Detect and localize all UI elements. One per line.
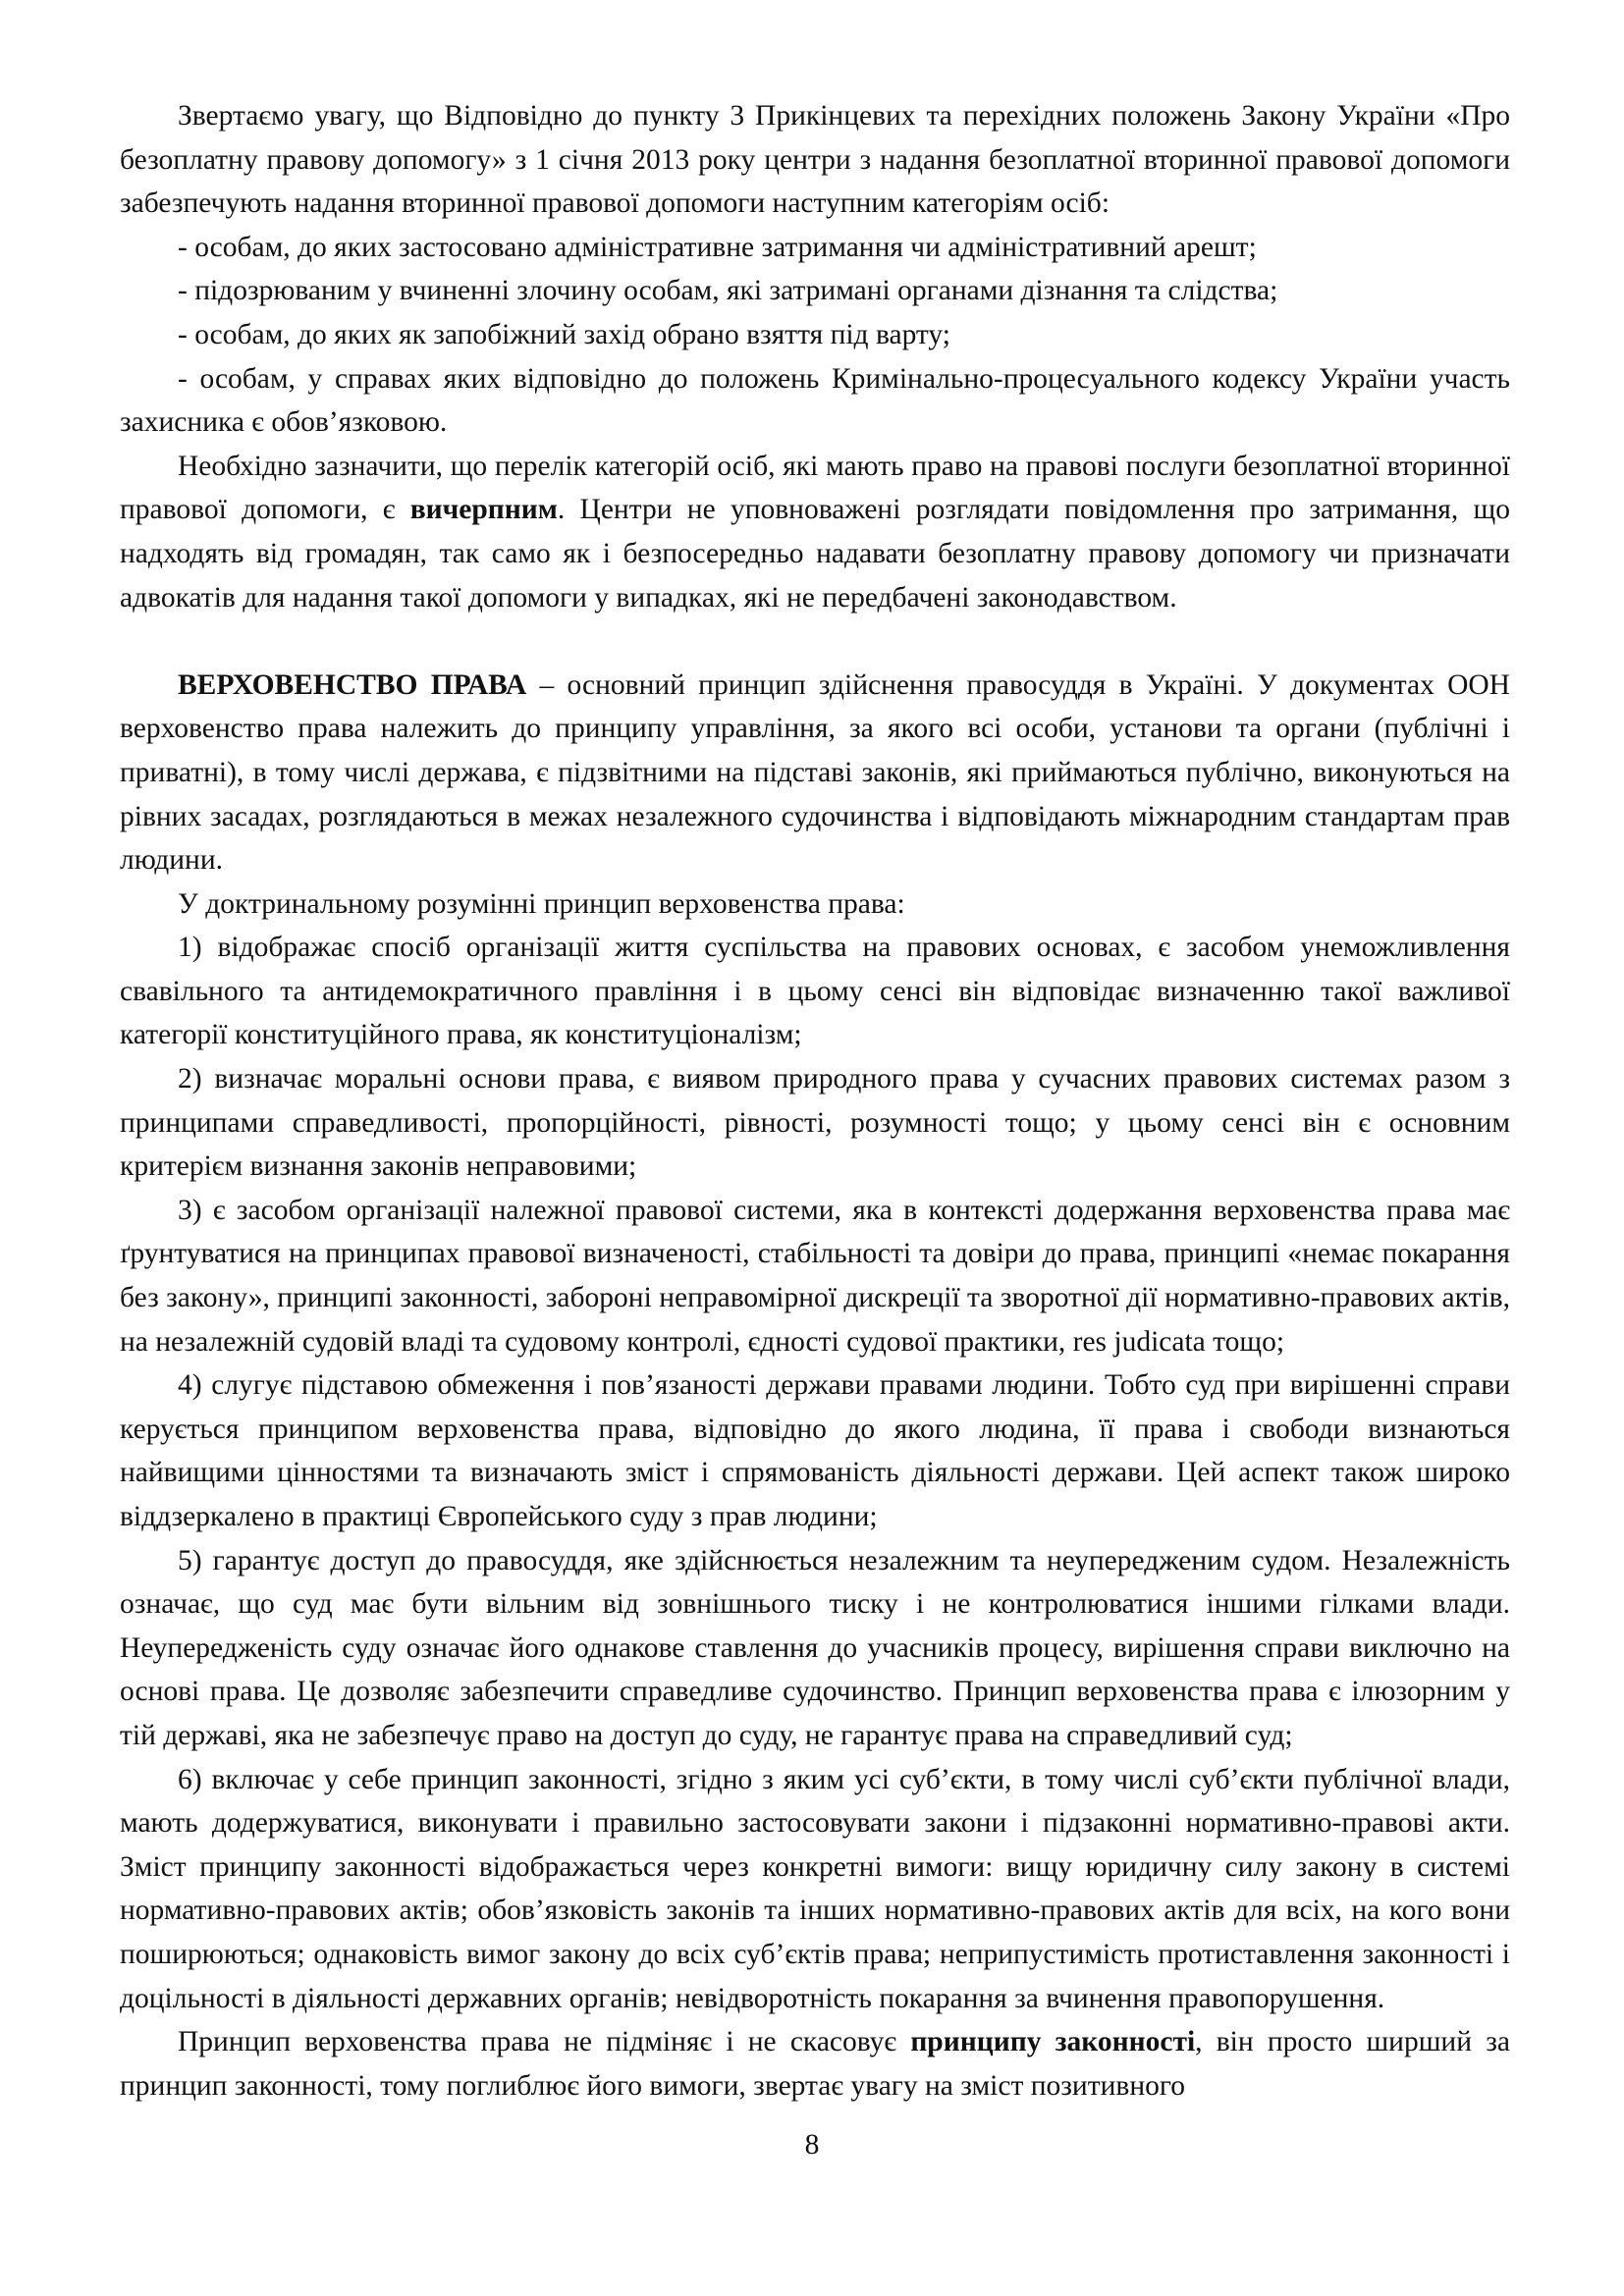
paragraph-spacer — [120, 619, 1510, 664]
body-text: 1) відображає спосіб організації життя суспільства на правових основах, є засобом унеможливлення свавільного та антидемократичного правління і в цьому сенсі він відповідає визначенню такої важливої категорії конституційного права, як конституціоналізм; — [120, 932, 1510, 1051]
body-text: 2) визначає моральні основи права, є виявом природного права у сучасних правових системах разом з принципами справедливості, пропорційності, рівності, розумності тощо; у цьому сенсі він є основним критерієм визнання законів неправовими; — [120, 1063, 1510, 1183]
paragraph — [120, 269, 1510, 313]
body-text: Принцип верховенства права не підміняє і не скасовує — [178, 2026, 911, 2058]
body-text: 6) включає у себе принцип законності, згідно з яким усі суб’єкти, в тому числі суб’єкти публічної влади, мають додержуватися, виконувати і правильно застосовувати закони і підзаконні нормативно-правові акти. Зміст принципу законності відображається через конкретні вимоги: вищу юридичну силу закону в системі нормативно-правових актів; обов’язковість законів та інших нормативно-правових актів для всіх, на кого вони поширюються; однаковість вимог закону до всіх суб’єктів права; неприпустимість протиставлення законності і доцільності в діяльності державних органів; невідворотність покарання за вчинення правопорушення. — [120, 1763, 1510, 2014]
body-text: . Центри не уповноважені розглядати повідомлення про затримання, що надходять від громадян, так само як і безпосередньо надавати безоплатну правову допомогу чи призначати адвокатів для надання такої допомоги у випадках, які не передбачені законодавством. — [120, 494, 1510, 614]
body-text: - підозрюваним у вчиненні злочину особам, які затримані органами дізнання та слідства; — [178, 275, 1278, 307]
emphasis-text: вичерпним — [409, 494, 558, 526]
page-number: 8 — [804, 2129, 820, 2161]
paragraph — [120, 2020, 1510, 2108]
paragraph — [120, 357, 1510, 445]
page-number-footer — [0, 2128, 1624, 2162]
emphasis-text: принципу законності — [910, 2026, 1196, 2058]
body-text: У доктринальному розумінні принцип верховенства права: — [178, 887, 905, 920]
body-text: 5) гарантує доступ до правосуддя, яке здійснюється незалежним та неупередженим судом. Незалежність означає, що суд має бути вільним від зовнішнього тиску і не контролюватися іншими гілками влади. Неупередженість суду означає його однакове ставлення до учасників процесу, вирішення справи виключно на основі права. Це дозволяє забезпечити справедливе судочинство. Принцип верховенства права є ілюзорним у тій державі, яка не забезпечує право на доступ до суду, не гарантує права на справедливий суд; — [120, 1544, 1510, 1751]
paragraph — [120, 1057, 1510, 1189]
body-text: - особам, до яких як запобіжний захід обрано взяття під варту; — [178, 318, 950, 350]
page-body-text — [120, 94, 1510, 2108]
body-text: - особам, у справах яких відповідно до положень Кримінально-процесуального кодексу України участь захисника є обов’язковою. — [120, 362, 1510, 439]
paragraph — [120, 926, 1510, 1057]
body-text: – основний принцип здійснення правосуддя в Україні. У документах ООН верховенство права належить до принципу управління, за якого всі особи, установи та органи (публічні і приватні), в тому числі держава, є підзвітними на підставі законів, які приймаються публічно, виконуються на рівних засадах, розглядаються в межах незалежного судочинства і відповідають міжнародним стандартам прав людини. — [120, 668, 1510, 877]
paragraph — [120, 1189, 1510, 1363]
paragraph — [120, 313, 1510, 357]
paragraph — [120, 1363, 1510, 1538]
paragraph — [120, 94, 1510, 226]
paragraph — [120, 1539, 1510, 1758]
body-text: Звертаємо увагу, що Відповідно до пункту 3 Прикінцевих та перехідних положень Закону України «Про безоплатну правову допомогу» з 1 січня 2013 року центри з надання безоплатної вторинної правової допомоги забезпечують надання вторинної правової допомоги наступним категоріям осіб: — [120, 100, 1510, 220]
paragraph — [120, 882, 1510, 927]
emphasis-text: ВЕРХОВЕНСТВО ПРАВА — [178, 668, 527, 701]
body-text: - особам, до яких застосовано адміністративне затримання чи адміністративний арешт; — [178, 231, 1257, 263]
body-text: 4) слугує підставою обмеження і пов’язаності держави правами людини. Тобто суд при вирішенні справи керується принципом верховенства права, відповідно до якого людина, її права і свободи визнаються найвищими цінностями та визначають зміст і спрямованість діяльності держави. Цей аспект також широко віддзеркалено в практиці Європейського суду з прав людини; — [120, 1369, 1510, 1532]
paragraph — [120, 1758, 1510, 2021]
paragraph — [120, 445, 1510, 619]
paragraph — [120, 226, 1510, 270]
body-text: , він просто ширший за принцип законності, тому поглиблює його вимоги, звертає увагу на зміст позитивного — [120, 2026, 1510, 2102]
paragraph — [120, 664, 1510, 882]
body-text: Необхідно зазначити, що перелік категорій осіб, які мають право на правові послуги безоплатної вторинної правової допомоги, є — [120, 450, 1510, 526]
body-text: 3) є засобом організації належної правової системи, яка в контексті додержання верховенства права має ґрунтуватися на принципах правової визначеності, стабільності та довіри до права, принципі «немає покарання без закону», принципі законності, забороні неправомірної дискреції та зворотної дії нормативно-правових актів, на незалежній судовій владі та судовому контролі, єдності судової практики, res judicata тощо; — [120, 1194, 1510, 1358]
